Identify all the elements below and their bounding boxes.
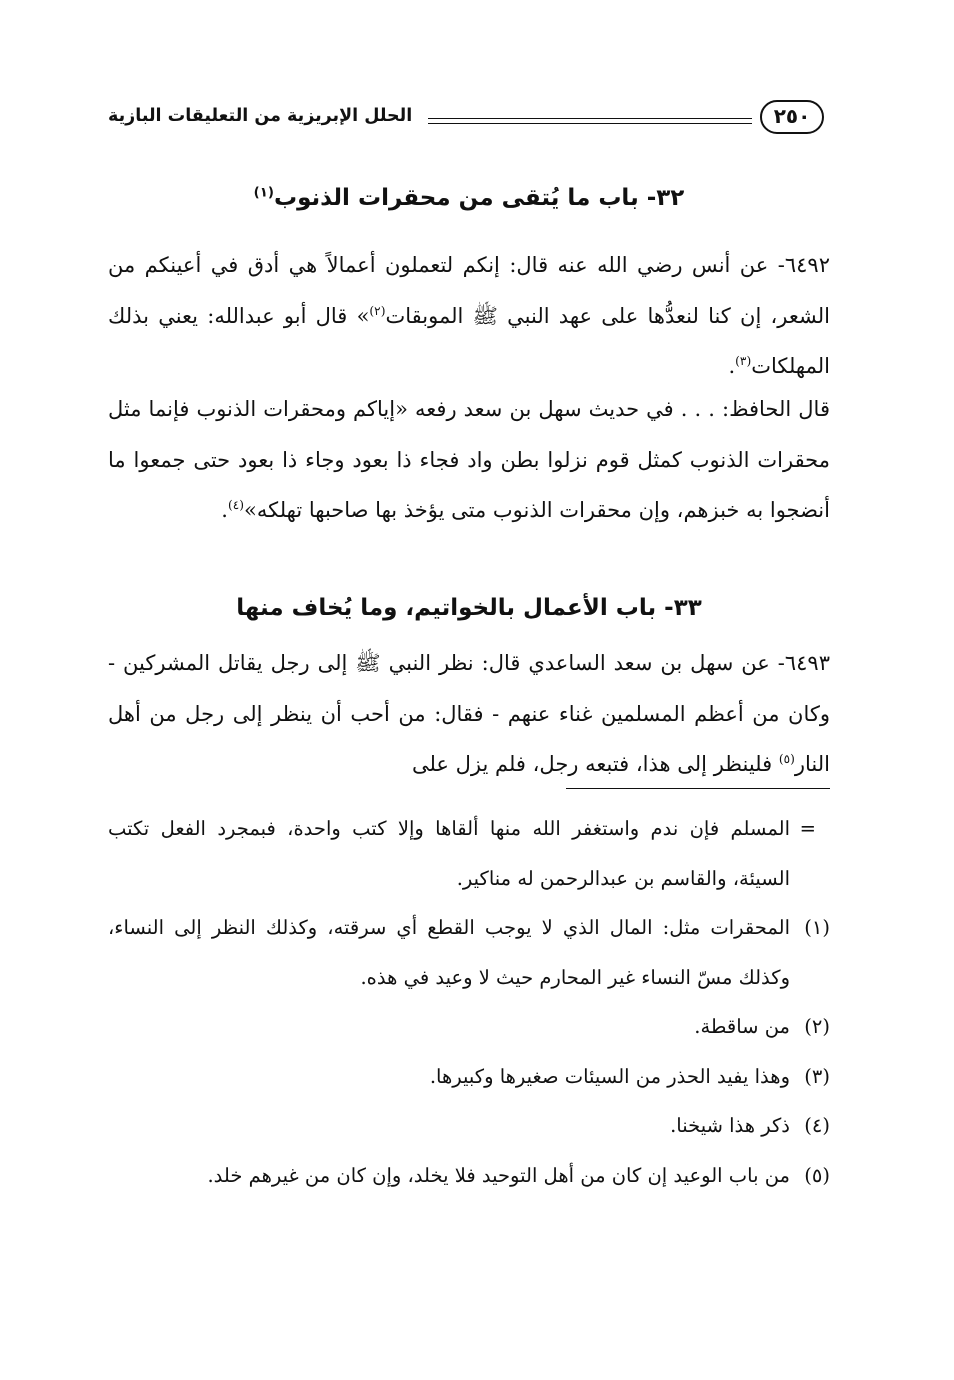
hafiz-commentary-footnote-ref-4: (٤) — [227, 498, 245, 512]
footnote-number: (٤) — [804, 1114, 830, 1137]
footnote-number: (٢) — [804, 1015, 830, 1038]
footnote-text: وهذا يفيد الحذر من السيئات صغيرها وكبيرها. — [429, 1064, 790, 1088]
chapter-32-footnote-ref: (١) — [253, 185, 274, 201]
footnote-3 — [108, 1052, 830, 1102]
hafiz-commentary-paragraph — [108, 384, 830, 536]
chapter-32-title: ٣٢- باب ما يُتقى من محقرات الذنوب — [273, 185, 685, 211]
footnotes-section — [108, 804, 830, 1200]
footnote-continuation-text: المسلم فإن ندم واستغفر الله منها ألقاها وإلا كتب واحدة، فبمجرد الفعل تكتب السيئة، والقاسم بن عبدالرحمن له مناكير. — [108, 817, 790, 890]
hafiz-commentary-text-1: قال الحافظ: . . . في حديث سهل بن سعد رفعه «إياكم ومحقرات الذنوب فإنما مثل محقرات الذنوب كمثل قوم نزلوا بطن واد فجاء ذا بعود وجاء ذا بعود حتى جمعوا ما أنضجوا به خبزهم، وإن محقرات الذنوب متى يؤخذ بها صاحبها تهلكه» — [108, 397, 830, 522]
chapter-32-heading — [108, 178, 830, 218]
footnote-separator — [566, 788, 830, 789]
footnote-continuation — [108, 804, 830, 903]
chapter-33-title: ٣٣- باب الأعمال بالخواتيم، وما يُخاف منها — [236, 595, 702, 621]
continuation-mark: = — [799, 817, 816, 840]
running-title: الحلل الإبريزية من التعليقات البازية — [108, 106, 413, 126]
hadith-6492-text-1: ٦٤٩٢- عن أنس رضي الله عنه قال: إنكم لتعملون أعمالاً هي أدق في أعينكم من الشعر، إن كنا لنعدُّها على عهد النبي ﷺ الموبقات — [108, 253, 830, 328]
hafiz-commentary-text-2: . — [221, 498, 228, 522]
hadith-6493-text-2: فلينظر إلى هذا، فتبعه رجل، فلم يزل على — [411, 752, 779, 776]
footnote-text: من ساقطة. — [694, 1015, 790, 1038]
hadith-6493-footnote-ref-5: (٥) — [778, 752, 795, 766]
hadith-6492-footnote-ref-3: (٣) — [735, 354, 752, 368]
footnote-number: (١) — [804, 916, 830, 939]
header-double-rule — [428, 118, 752, 124]
footnote-number: (٣) — [804, 1064, 830, 1088]
footnote-text: من باب الوعيد إن كان من أهل التوحيد فلا يخلد، وإن كان من غيرهم خلد. — [207, 1163, 790, 1187]
hadith-6492-text-3: . — [728, 354, 736, 378]
hadith-6492-text-2: » قال أبو عبدالله: يعني بذلك المهلكات — [108, 303, 830, 378]
running-header — [108, 88, 830, 148]
footnote-text: المحقرات مثل: المال الذي لا يوجب القطع أي سرقته، وكذلك النظر إلى النساء، وكذلك مسّ النساء غير المحارم حيث لا وعيد في هذه. — [108, 916, 790, 989]
footnote-5 — [108, 1151, 830, 1201]
book-page — [108, 88, 830, 1338]
hadith-6493-text-1: ٦٤٩٣- عن سهل بن سعد الساعدي قال: نظر النبي ﷺ إلى رجل يقاتل المشركين - وكان من أعظم المسلمين غناء عنهم - فقال: من أحب أن ينظر إلى رجل من أهل النار — [108, 651, 830, 776]
footnote-number: (٥) — [804, 1163, 830, 1187]
hadith-6492-paragraph — [108, 240, 830, 392]
footnote-text: ذكر هذا شيخنا. — [670, 1114, 790, 1137]
hadith-6492-footnote-ref-2: (٢) — [369, 303, 386, 318]
footnote-2 — [108, 1002, 830, 1052]
footnote-1 — [108, 903, 830, 1002]
chapter-33-heading — [108, 588, 830, 628]
footnote-4 — [108, 1101, 830, 1151]
hadith-6493-paragraph — [108, 638, 830, 790]
page-number-badge: ٢٥٠ — [760, 100, 824, 134]
